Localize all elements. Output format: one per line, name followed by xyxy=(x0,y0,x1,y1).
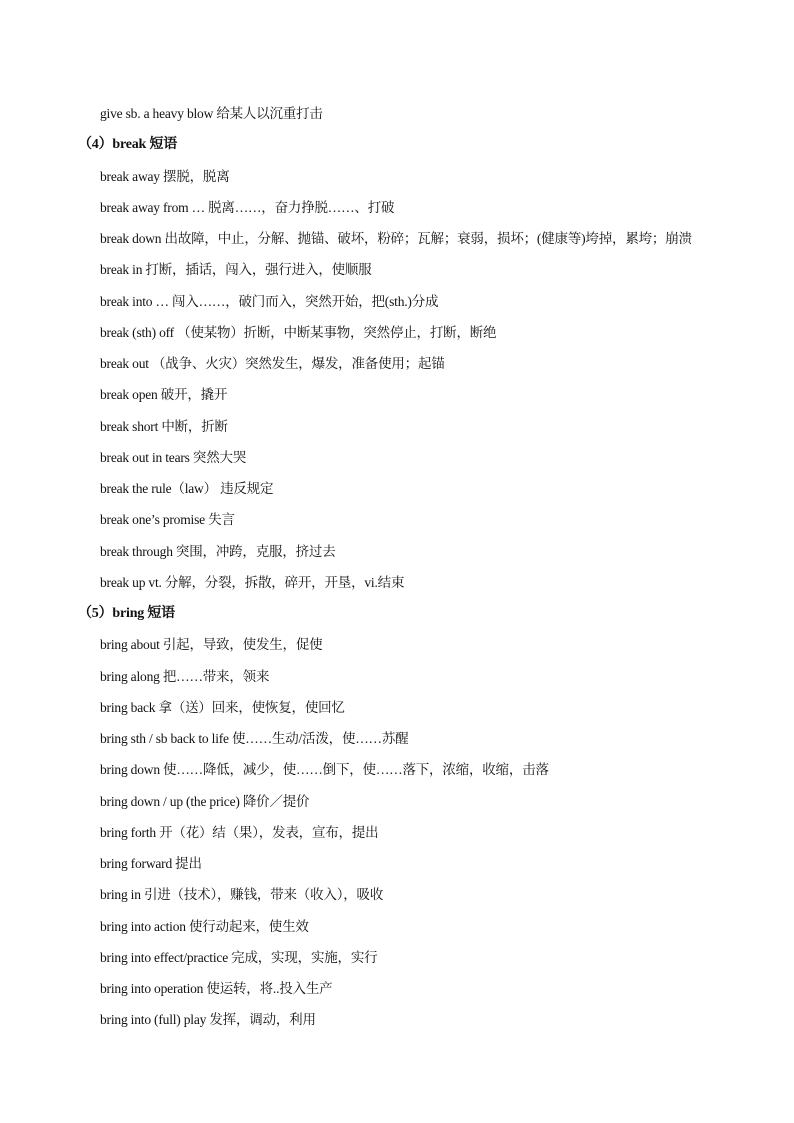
phrase-entry: break in 打断，插话，闯入，强行进入，使顺服 xyxy=(100,262,372,278)
phrase-entry: break into … 闯入……，破门而入，突然开始，把(sth.)分成 xyxy=(100,293,439,309)
phrase-entry: bring in 引进（技术），赚钱，带来（收入），吸收 xyxy=(100,887,384,903)
phrase-entry: bring forth 开（花）结（果），发表，宣布，提出 xyxy=(100,824,379,840)
phrase-list xyxy=(78,98,738,1036)
phrase-entry: bring down 使……降低，减少，使……倒下，使……落下，浓缩，收缩，击落 xyxy=(100,762,549,778)
phrase-entry: bring into operation 使运转，将..投入生产 xyxy=(100,981,333,996)
phrase-entry: break one’s promise 失言 xyxy=(100,512,235,528)
phrase-entry: bring down / up (the price) 降价／提价 xyxy=(100,793,310,809)
phrase-entry: bring back 拿（送）回来，使恢复，使回忆 xyxy=(100,699,345,715)
phrase-entry: bring along 把……带来，领来 xyxy=(100,668,270,684)
phrase-entry: break through 突围，冲跨，克服，挤过去 xyxy=(100,543,336,559)
phrase-entry: break (sth) off （使某物）折断，中断某事物，突然停止，打断，断绝 xyxy=(100,324,497,340)
section-heading-bring: （5）bring 短语 xyxy=(78,606,175,621)
phrase-entry: break away 摆脱，脱离 xyxy=(100,168,230,184)
phrase-entry: break out （战争、火灾）突然发生，爆发，准备使用；起锚 xyxy=(100,356,445,371)
phrase-entry: bring about 引起，导致，使发生，促使 xyxy=(100,637,323,653)
phrase-entry: break open 破开，撬开 xyxy=(100,387,228,403)
phrase-entry: break the rule（law） 违反规定 xyxy=(100,481,274,496)
phrase-entry: bring forward 提出 xyxy=(100,856,202,871)
section-heading-break: （4）break 短语 xyxy=(78,137,178,153)
phrase-entry: break short 中断，折断 xyxy=(100,418,228,434)
phrase-entry: break down 出故障，中止，分解、抛锚、破坏，粉碎；瓦解；衰弱，损坏；(健康等)垮掉，累垮；崩溃 xyxy=(100,231,692,246)
phrase-entry: give sb. a heavy blow 给某人以沉重打击 xyxy=(100,106,323,121)
phrase-entry: bring into action 使行动起来，使生效 xyxy=(100,918,309,934)
phrase-entry: break up vt. 分解，分裂，拆散，碎开，开垦，vi.结束 xyxy=(100,574,405,590)
phrase-entry: bring into effect/practice 完成，实现，实施，实行 xyxy=(100,949,378,965)
phrase-entry: break away from … 脱离……，奋力挣脱……、打破 xyxy=(100,199,395,215)
phrase-entry: bring sth / sb back to life 使……生动/活泼，使……苏醒 xyxy=(100,731,409,746)
phrase-entry: break out in tears 突然大哭 xyxy=(100,449,247,465)
phrase-entry: bring into (full) play 发挥，调动，利用 xyxy=(100,1012,316,1028)
